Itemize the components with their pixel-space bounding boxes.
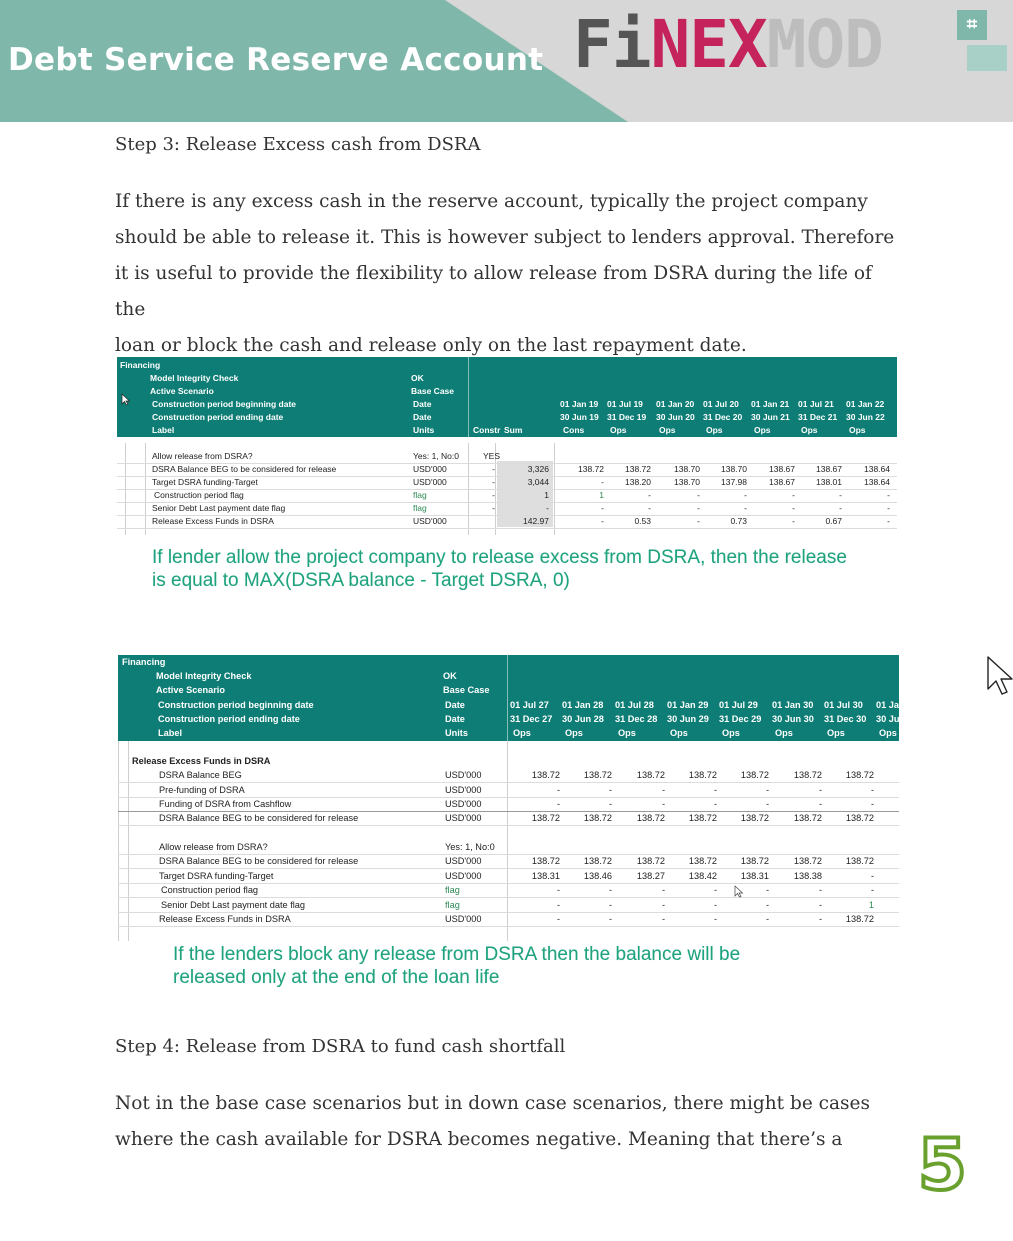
header-label: Active Scenario — [156, 685, 225, 695]
table-row — [118, 842, 899, 855]
table-cursor-icon — [734, 885, 744, 898]
paragraph-line: Not in the base case scenarios but in down case scenarios, there might be cases — [115, 1093, 870, 1114]
const-header: Constr — [473, 425, 501, 435]
header-divider — [468, 357, 469, 437]
period-header-end: 30 Jun 29 — [667, 714, 709, 724]
cell-value: - — [887, 503, 890, 513]
paragraph-line: it is useful to provide the flexibility to allow release from DSRA during the life of the — [115, 263, 872, 320]
cell-value: 138.72 — [578, 464, 604, 474]
table-row — [117, 503, 897, 516]
period-header-start: 01 Jan 19 — [560, 399, 599, 409]
row-const: - — [492, 503, 495, 513]
row-unit: USD'000 — [445, 914, 482, 924]
header-value: Date — [445, 700, 465, 710]
cell-value: - — [818, 885, 822, 895]
cell-value: 138.72 — [531, 813, 560, 823]
cell-value: 138.72 — [531, 770, 560, 780]
cell-value: - — [713, 785, 717, 795]
row-const: - — [492, 464, 495, 474]
row-unit: USD'000 — [445, 799, 482, 809]
row-unit: Yes: 1, No:0 — [445, 842, 495, 852]
header-value: Base Case — [411, 386, 455, 396]
row-label: DSRA Balance BEG to be considered for release — [159, 813, 359, 823]
cell-value: - — [608, 914, 612, 924]
period-header-start: 01 Jan 21 — [751, 399, 790, 409]
table-row — [118, 770, 899, 783]
header-label: Active Scenario — [150, 386, 214, 396]
sum-header: Sum — [504, 425, 523, 435]
cell-value: - — [661, 799, 665, 809]
row-unit: USD'000 — [445, 813, 482, 823]
note-line: released only at the end of the loan life — [173, 967, 500, 988]
header-label: Model Integrity Check — [156, 671, 252, 681]
cell-value: - — [818, 785, 822, 795]
cell-value: - — [839, 503, 842, 513]
cell-value: - — [870, 785, 874, 795]
header-value: Units — [445, 728, 468, 738]
row-unit: USD'000 — [445, 856, 482, 866]
cell-value: 138.31 — [740, 871, 769, 881]
period-header-end: 31 Dec 28 — [615, 714, 658, 724]
cell-value: 138.67 — [816, 464, 842, 474]
cell-value: 138.72 — [793, 856, 822, 866]
cell-value: - — [601, 516, 604, 526]
period-header-label: Ops — [706, 425, 723, 435]
table-row — [118, 799, 899, 812]
paragraph-line: loan or block the cash and release only on the last repayment date. — [115, 335, 747, 356]
cell-value: 0.53 — [634, 516, 651, 526]
cell-value: - — [661, 785, 665, 795]
finexmod-logo — [573, 6, 883, 83]
period-header-start: 01 Jul 21 — [798, 399, 834, 409]
cell-value: 138.72 — [740, 813, 769, 823]
financing-label: Financing — [122, 657, 166, 667]
period-header-end: 30 Jun 20 — [656, 412, 695, 422]
cell-value: - — [765, 900, 769, 910]
cell-value: 138.20 — [625, 477, 651, 487]
logo-part-3: MOD — [766, 6, 883, 83]
note-step3-blocked — [173, 943, 740, 989]
cell-value: 0.67 — [825, 516, 842, 526]
cell-value: 138.72 — [531, 856, 560, 866]
page-title: Debt Service Reserve Account — [8, 42, 544, 78]
period-header-end: 30 Jun 19 — [560, 412, 599, 422]
paragraph-line: If there is any excess cash in the reserve account, typically the project company — [115, 191, 868, 212]
note-line: If the lenders block any release from DSRA then the balance will be — [173, 944, 741, 965]
header-value: Date — [445, 714, 465, 724]
period-header-end: 30 Jun 28 — [562, 714, 604, 724]
period-header-label: Ops — [754, 425, 771, 435]
cell-value: - — [661, 900, 665, 910]
row-unit: flag — [413, 503, 427, 513]
row-label: Release Excess Funds in DSRA — [159, 914, 291, 924]
period-header-end: 30 Ju — [876, 714, 900, 724]
table-row — [117, 464, 897, 477]
table-row — [117, 451, 897, 464]
row-unit: USD'000 — [413, 464, 447, 474]
row-unit: flag — [445, 885, 460, 895]
period-header-end: 31 Dec 19 — [607, 412, 647, 422]
cell-value: - — [556, 785, 560, 795]
cell-value: 138.72 — [793, 813, 822, 823]
row-label: Pre-funding of DSRA — [159, 785, 245, 795]
period-header-end: 31 Dec 30 — [824, 714, 867, 724]
cell-value: 138.72 — [740, 856, 769, 866]
cell-value: 0.73 — [730, 516, 747, 526]
period-header-label: Ops — [513, 728, 531, 738]
cell-value: 138.72 — [625, 464, 651, 474]
period-header-start: 01 Jul 19 — [607, 399, 643, 409]
header-label: Model Integrity Check — [150, 373, 239, 383]
cell-value: - — [608, 799, 612, 809]
row-const: YES — [483, 451, 501, 461]
cell-value: - — [765, 885, 769, 895]
period-header-label: Ops — [849, 425, 866, 435]
cell-value: 138.70 — [721, 464, 747, 474]
table-row — [118, 813, 899, 826]
cell-value: - — [744, 490, 747, 500]
cell-value: - — [713, 900, 717, 910]
cell-value: 138.70 — [674, 477, 700, 487]
cell-value: - — [887, 490, 890, 500]
row-unit: USD'000 — [413, 516, 447, 526]
row-label: DSRA Balance BEG — [159, 770, 242, 780]
cell-value: 138.72 — [583, 856, 612, 866]
cell-value: - — [765, 914, 769, 924]
cell-value: - — [870, 885, 874, 895]
period-header-end: 31 Dec 29 — [719, 714, 762, 724]
row-label: DSRA Balance BEG to be considered for release — [159, 856, 359, 866]
row-label: Construction period flag — [161, 885, 259, 895]
cell-value: 138.72 — [636, 813, 665, 823]
row-sum: 3,326 — [527, 464, 549, 474]
step4-heading: Step 4: Release from DSRA to fund cash shortfall — [115, 1036, 566, 1057]
period-header-start: 01 Jul 30 — [824, 700, 863, 710]
period-header-end: 30 Jun 22 — [846, 412, 885, 422]
cell-value: - — [601, 503, 604, 513]
period-header-start: 01 Jan 29 — [667, 700, 709, 710]
table-row — [118, 900, 899, 913]
row-label: Release Excess Funds in DSRA — [152, 516, 274, 526]
cell-value: 138.72 — [583, 770, 612, 780]
header-value: Base Case — [443, 685, 490, 695]
note-step3 — [152, 546, 847, 592]
row-label: Funding of DSRA from Cashflow — [159, 799, 292, 809]
note-line: If lender allow the project company to release excess from DSRA, then the release — [152, 547, 847, 568]
table-row — [118, 856, 899, 869]
cell-value: - — [556, 885, 560, 895]
step3-paragraph — [115, 184, 905, 364]
row-const: - — [492, 490, 495, 500]
cell-value: - — [792, 516, 795, 526]
cell-value: - — [608, 885, 612, 895]
header-value: OK — [411, 373, 424, 383]
period-header-start: 01 Jan 28 — [562, 700, 604, 710]
period-header-label: Ops — [879, 728, 897, 738]
header-label: Construction period beginning date — [152, 399, 297, 409]
period-header-label: Ops — [659, 425, 676, 435]
cell-value: - — [697, 516, 700, 526]
cell-value: 138.72 — [688, 770, 717, 780]
period-header-start: 01 Jul 28 — [615, 700, 654, 710]
cell-value: 138.01 — [816, 477, 842, 487]
cell-value: 138.72 — [845, 813, 874, 823]
row-const: - — [492, 477, 495, 487]
sheet-header — [117, 357, 897, 437]
cell-value: 138.67 — [769, 464, 795, 474]
cell-value: - — [713, 914, 717, 924]
cell-value: 138.38 — [793, 871, 822, 881]
table-row — [118, 785, 899, 798]
period-header-start: 01 Jan 22 — [846, 399, 885, 409]
period-header-start: 01 Jul 27 — [510, 700, 549, 710]
cell-value: 1 — [868, 900, 874, 910]
row-label: Allow release from DSRA? — [159, 842, 268, 852]
cell-value: - — [870, 799, 874, 809]
cell-value: 138.64 — [864, 477, 890, 487]
period-header-label: Ops — [827, 728, 845, 738]
cell-value: - — [556, 799, 560, 809]
row-unit: flag — [413, 490, 427, 500]
cell-value: - — [818, 900, 822, 910]
logo-part-2: NEX — [650, 6, 767, 83]
header-label: Construction period ending date — [152, 412, 284, 422]
cell-value: - — [661, 885, 665, 895]
table-row — [118, 871, 899, 884]
period-header-label: Ops — [618, 728, 636, 738]
cell-value: - — [556, 900, 560, 910]
row-sum: 1 — [544, 490, 549, 500]
cell-value: - — [765, 785, 769, 795]
mouse-pointer-icon — [986, 655, 1013, 697]
period-header-end: 30 Jun 30 — [772, 714, 814, 724]
spreadsheet-step3 — [117, 357, 897, 537]
spreadsheet-step3-blocked — [118, 655, 899, 943]
cell-value: 138.72 — [688, 813, 717, 823]
cell-value: 138.72 — [583, 813, 612, 823]
cell-value: - — [870, 871, 874, 881]
cell-value: 138.72 — [845, 914, 874, 924]
row-label: Allow release from DSRA? — [152, 451, 253, 461]
cell-value: - — [887, 516, 890, 526]
row-unit: flag — [445, 900, 460, 910]
period-header-label: Ops — [722, 728, 740, 738]
period-header-end: 31 Dec 27 — [510, 714, 553, 724]
paragraph-line: where the cash available for DSRA becomes negative. Meaning that there’s a — [115, 1129, 843, 1150]
cursor-icon — [121, 393, 131, 406]
page-number: 5 — [918, 1124, 967, 1206]
row-label: Construction period flag — [154, 490, 244, 500]
logo-badge-shadow — [967, 45, 1007, 71]
period-header-label: Ops — [670, 728, 688, 738]
header-value: Units — [413, 425, 435, 435]
sheet-header — [118, 655, 899, 741]
cell-value: 137.98 — [721, 477, 747, 487]
cell-value: - — [792, 503, 795, 513]
row-sum: 142.97 — [523, 516, 549, 526]
period-header-start: 01 Jul 20 — [703, 399, 739, 409]
step3-heading: Step 3: Release Excess cash from DSRA — [115, 134, 481, 155]
table-row — [117, 477, 897, 490]
cell-value: - — [744, 503, 747, 513]
cell-value: - — [713, 885, 717, 895]
row-unit: USD'000 — [445, 770, 482, 780]
header-label: Label — [152, 425, 175, 435]
cell-value: 138.64 — [864, 464, 890, 474]
cell-value: - — [601, 477, 604, 487]
cell-value: - — [648, 490, 651, 500]
period-header-start: 01 Jan 30 — [772, 700, 814, 710]
row-label: Target DSRA funding-Target — [152, 477, 258, 487]
row-label: Senior Debt Last payment date flag — [152, 503, 286, 513]
row-sum: 3,044 — [527, 477, 549, 487]
cell-value: 138.46 — [583, 871, 612, 881]
period-header-end: 31 Dec 20 — [703, 412, 743, 422]
cell-value: 138.72 — [636, 770, 665, 780]
cell-value: - — [556, 914, 560, 924]
cell-value: 138.72 — [793, 770, 822, 780]
header-value: OK — [443, 671, 457, 681]
period-header-label: Ops — [775, 728, 793, 738]
cell-value: 138.72 — [636, 856, 665, 866]
period-header-label: Cons — [563, 425, 585, 435]
period-header-label: Ops — [801, 425, 818, 435]
header-label: Label — [158, 728, 182, 738]
logo-part-1: Fi — [573, 6, 651, 83]
header-divider — [507, 655, 508, 741]
row-unit: USD'000 — [413, 477, 447, 487]
row-label: Senior Debt Last payment date flag — [161, 900, 306, 910]
cell-value: - — [818, 914, 822, 924]
cell-value: - — [608, 900, 612, 910]
row-unit: Yes: 1, No:0 — [413, 451, 459, 461]
header-label: Construction period ending date — [158, 714, 300, 724]
financing-label: Financing — [120, 360, 161, 370]
header-value: Date — [413, 399, 432, 409]
header-banner — [0, 0, 1013, 122]
note-line: is equal to MAX(DSRA balance - Target DSRA, 0) — [152, 570, 570, 591]
table-row — [118, 885, 899, 898]
cell-value: - — [713, 799, 717, 809]
cell-value: - — [792, 490, 795, 500]
cell-value: 138.72 — [740, 770, 769, 780]
row-unit: USD'000 — [445, 785, 482, 795]
cell-value: 138.67 — [769, 477, 795, 487]
cell-value: - — [839, 490, 842, 500]
cell-value: 138.42 — [688, 871, 717, 881]
cell-value: 138.72 — [688, 856, 717, 866]
cell-value: - — [818, 799, 822, 809]
row-sum: - — [546, 503, 549, 513]
header-label: Construction period beginning date — [158, 700, 314, 710]
table-row — [118, 914, 899, 927]
period-header-label: Ops — [565, 728, 583, 738]
row-label: DSRA Balance BEG to be considered for release — [152, 464, 337, 474]
table-row — [117, 490, 897, 503]
header-value: Date — [413, 412, 432, 422]
cell-value: - — [661, 914, 665, 924]
cell-value: - — [648, 503, 651, 513]
period-header-start: 01 Jul 29 — [719, 700, 758, 710]
period-header-start: 01 Jan 20 — [656, 399, 695, 409]
cell-value: 1 — [599, 490, 604, 500]
row-label: Target DSRA funding-Target — [159, 871, 274, 881]
period-header-start: 01 Ja — [876, 700, 899, 710]
cell-value: - — [697, 490, 700, 500]
cell-value: 138.27 — [636, 871, 665, 881]
cell-value: 138.31 — [531, 871, 560, 881]
period-header-label: Ops — [610, 425, 627, 435]
table-row — [117, 516, 897, 529]
logo-badge-icon: ⌗ — [957, 10, 987, 40]
cell-value: - — [697, 503, 700, 513]
cell-value: 138.72 — [845, 856, 874, 866]
step4-paragraph — [115, 1086, 905, 1158]
period-header-end: 30 Jun 21 — [751, 412, 790, 422]
cell-value: 138.72 — [845, 770, 874, 780]
section-title-text: Release Excess Funds in DSRA — [132, 756, 271, 766]
paragraph-line: should be able to release it. This is however subject to lenders approval. Therefore — [115, 227, 895, 248]
cell-value: - — [765, 799, 769, 809]
row-unit: USD'000 — [445, 871, 482, 881]
cell-value: 138.70 — [674, 464, 700, 474]
cell-value: - — [608, 785, 612, 795]
period-header-end: 31 Dec 21 — [798, 412, 838, 422]
